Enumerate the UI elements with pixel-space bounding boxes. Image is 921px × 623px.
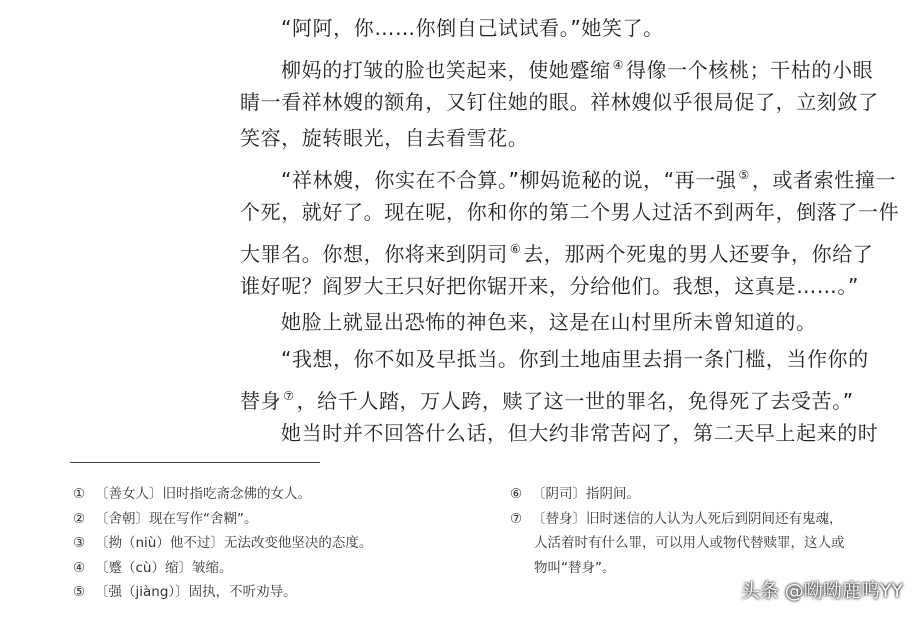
footnote-item: ⑤ 〔强（jiàng）〕固执，不听劝导。 <box>73 584 297 600</box>
footnote-item: ④ 〔蹙（cù）缩〕皱缩。 <box>73 559 233 576</box>
footnote-item: ⑥ 〔阴司〕指阴间。 <box>510 486 640 502</box>
paragraph-line: 替身 ⑦ ，给千人踏，万人跨，赎了这一世的罪名，免得死了去受苦。” <box>240 388 854 413</box>
footnote-divider <box>70 462 320 463</box>
footnote-item: ③ 〔拗（niù）他不过〕无法改变他坚决的态度。 <box>73 535 373 551</box>
footnote-ref: ⑦ <box>283 388 295 403</box>
footnote-item: ⑦ 〔替身〕旧时迷信的人认为人死后到阴间还有鬼魂， <box>510 510 843 527</box>
paragraph-line: 谁好呢？阎罗大王只好把你锯开来，分给他们。我想，这真是……。” <box>240 273 859 298</box>
footnotes-left <box>73 482 493 605</box>
footnote-ref: ⑥ <box>509 241 522 256</box>
footnote-ref: ④ <box>612 57 624 72</box>
paragraph-line: 她当时并不回答什么话，但大约非常苦闷了，第二天早上起来的时 <box>281 420 879 445</box>
paragraph-line: 睛一看祥林嫂的额角，又钉住她的眼。祥林嫂似乎很局促了，立刻敛了 <box>240 89 879 114</box>
paragraph-line: “祥林嫂，你实在不合算。”柳妈诡秘的说，“再一强 ⑤ ，或者索性撞一 <box>281 168 897 193</box>
watermark: 头条 @呦呦鹿鸣YY <box>740 580 903 602</box>
paragraph-line: 笑容，旋转眼光，自去看雪花。 <box>240 126 529 151</box>
footnote-item: ② 〔舍朝〕现在写作“舍糊”。 <box>73 510 258 527</box>
paragraph-line: 大罪名。你想，你将来到阴司 ⑥ 去，那两个死鬼的男人还要争，你给了 <box>240 241 874 266</box>
footnote-continuation: 人活着时有什么罪，可以用人或物代替赎罪，这人或 <box>534 535 845 551</box>
paragraph-line: 她脸上就显出恐怖的神色来，这是在山村里所未曾知道的。 <box>281 310 817 335</box>
footnote-item: ① 〔善女人〕旧时指吃斋念佛的女人。 <box>73 486 311 502</box>
paragraph-line: “我想，你不如及早抵当。你到土地庙里去捐一条门槛，当作你的 <box>281 347 869 372</box>
footnote-ref: ⑤ <box>738 168 750 183</box>
paragraph-line: “阿阿，你……你倒自己试试看。”她笑了。 <box>281 16 664 40</box>
footnote-continuation: 物叫“替身”。 <box>534 559 616 576</box>
story-text <box>240 10 900 452</box>
paragraph-line: 个死，就好了。现在呢，你和你的第二个男人过活不到两年，倒落了一件 <box>240 199 900 224</box>
paragraph-line: 柳妈的打皱的脸也笑起来，使她蹙缩 ④ 得像一个核桃；干枯的小眼 <box>281 57 874 82</box>
footnotes-right <box>510 482 900 580</box>
